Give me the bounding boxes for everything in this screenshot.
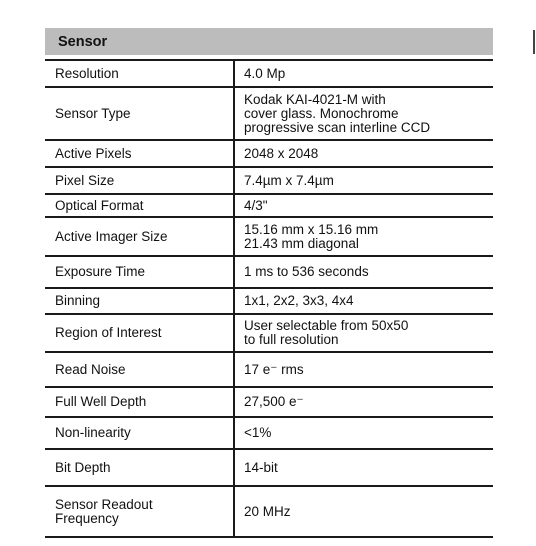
spec-row — [45, 87, 493, 140]
spec-row — [45, 486, 493, 537]
spec-label: Full Well Depth — [45, 387, 234, 417]
page-edge-mark — [533, 30, 535, 54]
spec-label: Optical Format — [45, 194, 234, 217]
spec-value: 4/3" — [234, 194, 493, 217]
spec-label: Binning — [45, 288, 234, 314]
section-title: Sensor — [58, 34, 108, 50]
spec-label: Bit Depth — [45, 449, 234, 486]
spec-value: 7.4µm x 7.4µm — [234, 167, 493, 194]
spec-row — [45, 417, 493, 449]
spec-row — [45, 140, 493, 167]
spec-table — [45, 59, 493, 538]
spec-row — [45, 288, 493, 314]
spec-row — [45, 256, 493, 288]
spec-value: 1x1, 2x2, 3x3, 4x4 — [234, 288, 493, 314]
spec-value: 27,500 e⁻ — [234, 387, 493, 417]
spec-label: Resolution — [45, 60, 234, 87]
spec-row — [45, 167, 493, 194]
spec-value: 20 MHz — [234, 486, 493, 537]
spec-row — [45, 60, 493, 87]
spec-row — [45, 217, 493, 256]
spec-row — [45, 387, 493, 417]
spec-label: Active Pixels — [45, 140, 234, 167]
spec-value: 2048 x 2048 — [234, 140, 493, 167]
spec-label: Region of Interest — [45, 314, 234, 352]
spec-row — [45, 194, 493, 217]
spec-value: 17 e⁻ rms — [234, 352, 493, 387]
spec-label: Pixel Size — [45, 167, 234, 194]
spec-label: Exposure Time — [45, 256, 234, 288]
spec-value: 4.0 Mp — [234, 60, 493, 87]
spec-row — [45, 449, 493, 486]
spec-label: Sensor Readout Frequency — [45, 486, 234, 537]
spec-label: Read Noise — [45, 352, 234, 387]
spec-value: <1% — [234, 417, 493, 449]
spec-value: 1 ms to 536 seconds — [234, 256, 493, 288]
spec-row — [45, 314, 493, 352]
spec-value: User selectable from 50x50 to full resolution — [234, 314, 493, 352]
spec-row — [45, 352, 493, 387]
section-header — [45, 28, 493, 55]
spec-value: 15.16 mm x 15.16 mm 21.43 mm diagonal — [234, 217, 493, 256]
spec-label: Active Imager Size — [45, 217, 234, 256]
spec-label: Non-linearity — [45, 417, 234, 449]
spec-label: Sensor Type — [45, 87, 234, 140]
spec-value: 14-bit — [234, 449, 493, 486]
spec-value: Kodak KAI-4021-M with cover glass. Monochrome progressive scan interline CCD — [234, 87, 493, 140]
